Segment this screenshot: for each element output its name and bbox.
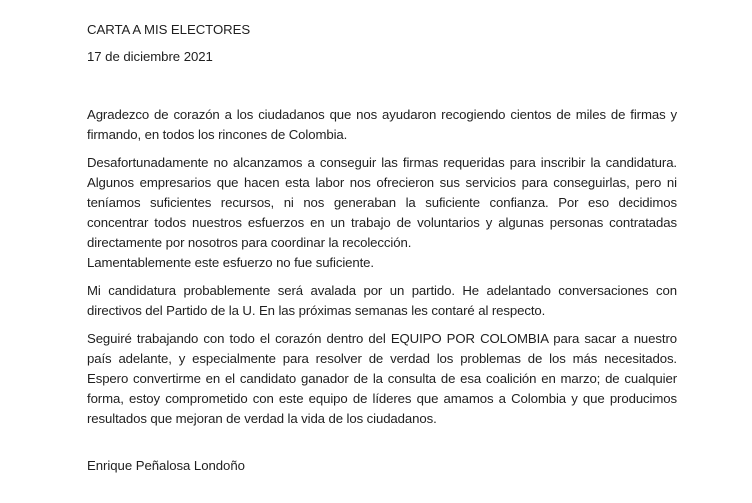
paragraph-gratitude: [87, 105, 677, 145]
paragraph-line: forma, estoy comprometido con este equipo de líderes que amamos a Colombia y que producimos: [87, 391, 677, 406]
paragraph-line: Espero convertirme en el candidato ganador de la consulta de esa coalición en marzo; de cualquier: [87, 371, 677, 386]
letter-date: 17 de diciembre 2021: [87, 49, 213, 64]
letter-signature: Enrique Peñalosa Londoño: [87, 458, 245, 473]
paragraph-line: Desafortunadamente no alcanzamos a conseguir las firmas requeridas para inscribir la candidatura.: [87, 155, 677, 170]
paragraph-line: Mi candidatura probablemente será avalada por un partido. He adelantado conversaciones con: [87, 283, 677, 298]
paragraph-line: Algunos empresarios que hacen esta labor nos ofrecieron sus servicios para conseguirlas, pero ni: [87, 175, 677, 190]
paragraph-line: concentrar todos nuestros esfuerzos en un trabajo de voluntarios y algunas personas contratadas: [87, 215, 677, 230]
paragraph-line: Seguiré trabajando con todo el corazón dentro del EQUIPO POR COLOMBIA para sacar a nuestro: [87, 331, 677, 346]
paragraph-line: Lamentablemente este esfuerzo no fue suficiente.: [87, 255, 374, 270]
paragraph-line: resultados que mejoran de verdad la vida de los ciudadanos.: [87, 411, 437, 426]
paragraph-line: directamente por nosotros para coordinar la recolección.: [87, 235, 412, 250]
paragraph-line: país adelante, y especialmente para resolver de verdad los problemas de los más necesitados.: [87, 351, 677, 366]
paragraph-insufficient: [87, 253, 677, 273]
paragraph-line: Agradezco de corazón a los ciudadanos que nos ayudaron recogiendo cientos de miles de firmas y: [87, 107, 677, 122]
paragraph-line: firmando, en todos los rincones de Colombia.: [87, 127, 348, 142]
letter-title: CARTA A MIS ELECTORES: [87, 22, 251, 37]
paragraph-line: teníamos suficientes recursos, ni nos generaban la suficiente confianza. Por eso decidimos: [87, 195, 677, 210]
paragraph-line: directivos del Partido de la U. En las próximas semanas les contaré al respecto.: [87, 303, 546, 318]
paragraph-signatures: [87, 153, 677, 253]
paragraph-commitment: [87, 329, 677, 429]
paragraph-party: [87, 281, 677, 321]
